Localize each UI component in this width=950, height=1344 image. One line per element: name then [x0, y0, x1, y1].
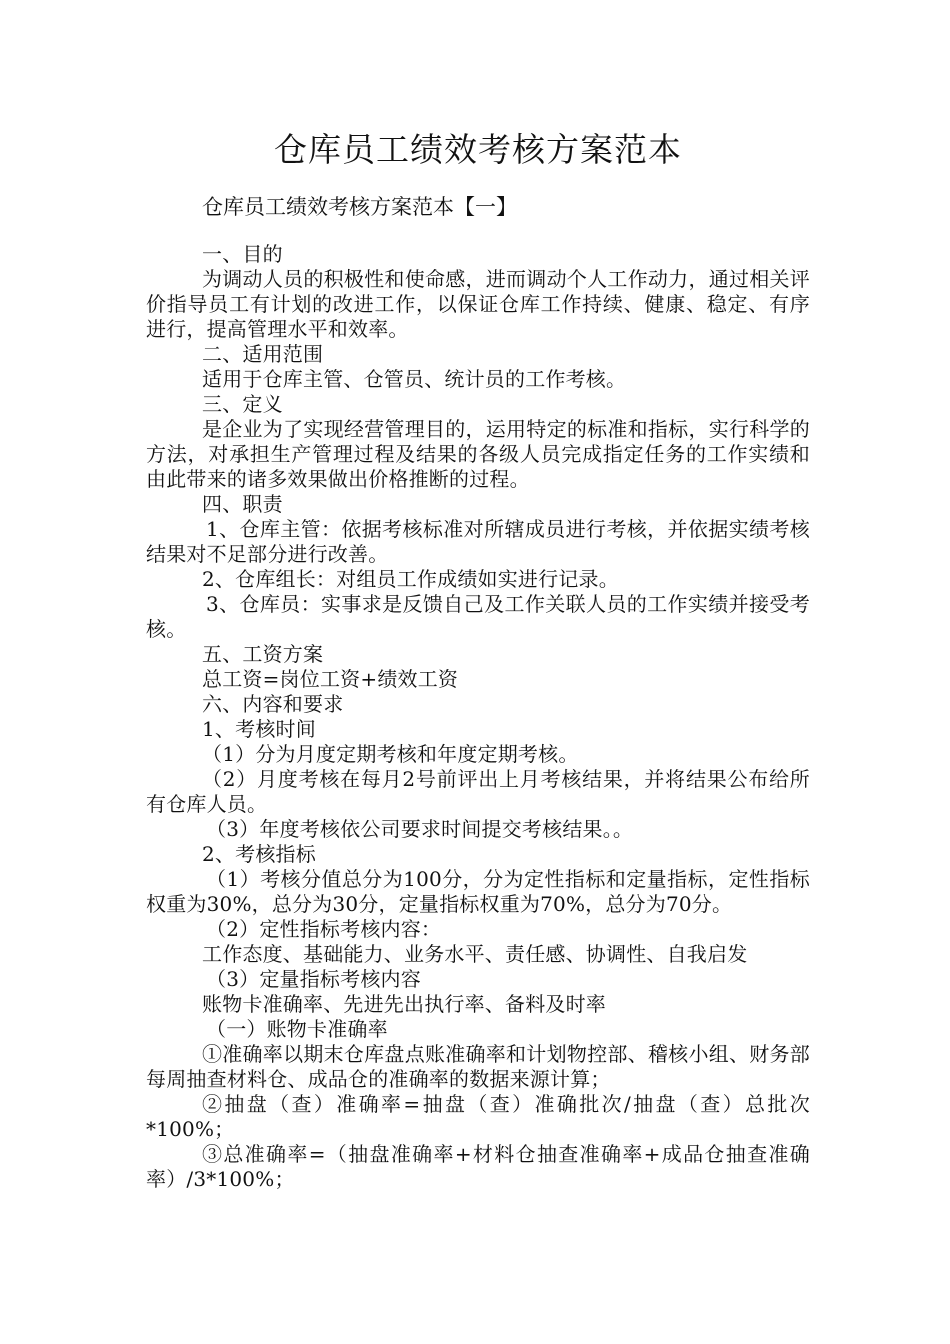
list-item: 3、仓库员：实事求是反馈自己及工作关联人员的工作实绩并接受考核。 [146, 592, 810, 641]
sub-heading: 1、考核时间 [202, 717, 316, 741]
list-item: ①准确率以期末仓库盘点账准确率和计划物控部、稽核小组、财务部每周抽查材料仓、成品仓的准确率的数据来源计算； [146, 1042, 810, 1091]
list-item: ③总准确率=（抽盘准确率+材料仓抽查准确率+成品仓抽查准确率）/3*100%； [146, 1142, 810, 1191]
list-item: （1）分为月度定期考核和年度定期考核。 [202, 742, 579, 766]
list-item: （3）定量指标考核内容 [206, 967, 421, 991]
paragraph: 适用于仓库主管、仓管员、统计员的工作考核。 [202, 367, 627, 391]
document-subtitle: 仓库员工绩效考核方案范本【一】 [202, 195, 517, 219]
list-item: 2、仓库组长：对组员工作成绩如实进行记录。 [202, 567, 619, 591]
list-item: （3）年度考核依公司要求时间提交考核结果。。 [206, 817, 634, 841]
sub-heading: （一）账物卡准确率 [206, 1017, 388, 1041]
list-item: （2）定性指标考核内容： [206, 917, 442, 941]
document-page [146, 126, 810, 1192]
list-item: 1、仓库主管：依据考核标准对所辖成员进行考核，并依据实绩考核结果对不足部分进行改善。 [146, 517, 810, 566]
paragraph: 是企业为了实现经营管理目的，运用特定的标准和指标，实行科学的方法，对承担生产管理过程及结果的各级人员完成指定任务的工作实绩和由此带来的诸多效果做出价格推断的过程。 [146, 417, 810, 491]
list-item: ②抽盘（查）准确率=抽盘（查）准确批次/抽盘（查）总批次*100%； [146, 1092, 810, 1141]
paragraph: 工作态度、基础能力、业务水平、责任感、协调性、自我启发 [202, 942, 748, 966]
document-title: 仓库员工绩效考核方案范本 [274, 130, 682, 169]
list-item: （2）月度考核在每月2号前评出上月考核结果，并将结果公布给所有仓库人员。 [146, 767, 810, 816]
paragraph: 账物卡准确率、先进先出执行率、备料及时率 [202, 992, 606, 1016]
section-heading: 六、内容和要求 [202, 692, 344, 716]
section-heading: 一、目的 [202, 242, 283, 266]
section-heading: 二、适用范围 [202, 342, 324, 366]
paragraph: 总工资=岗位工资+绩效工资 [202, 667, 459, 691]
document-body [146, 242, 810, 1192]
paragraph: 为调动人员的积极性和使命感，进而调动个人工作动力，通过相关评价指导员工有计划的改进工作，以保证仓库工作持续、健康、稳定、有序进行，提高管理水平和效率。 [146, 267, 810, 341]
sub-heading: 2、考核指标 [202, 842, 316, 866]
list-item: （1）考核分值总分为100分，分为定性指标和定量指标，定性指标权重为30%，总分为30分，定量指标权重为70%，总分为70分。 [146, 867, 810, 916]
section-heading: 四、职责 [202, 492, 283, 516]
section-heading: 五、工资方案 [202, 642, 324, 666]
section-heading: 三、定义 [202, 392, 283, 416]
